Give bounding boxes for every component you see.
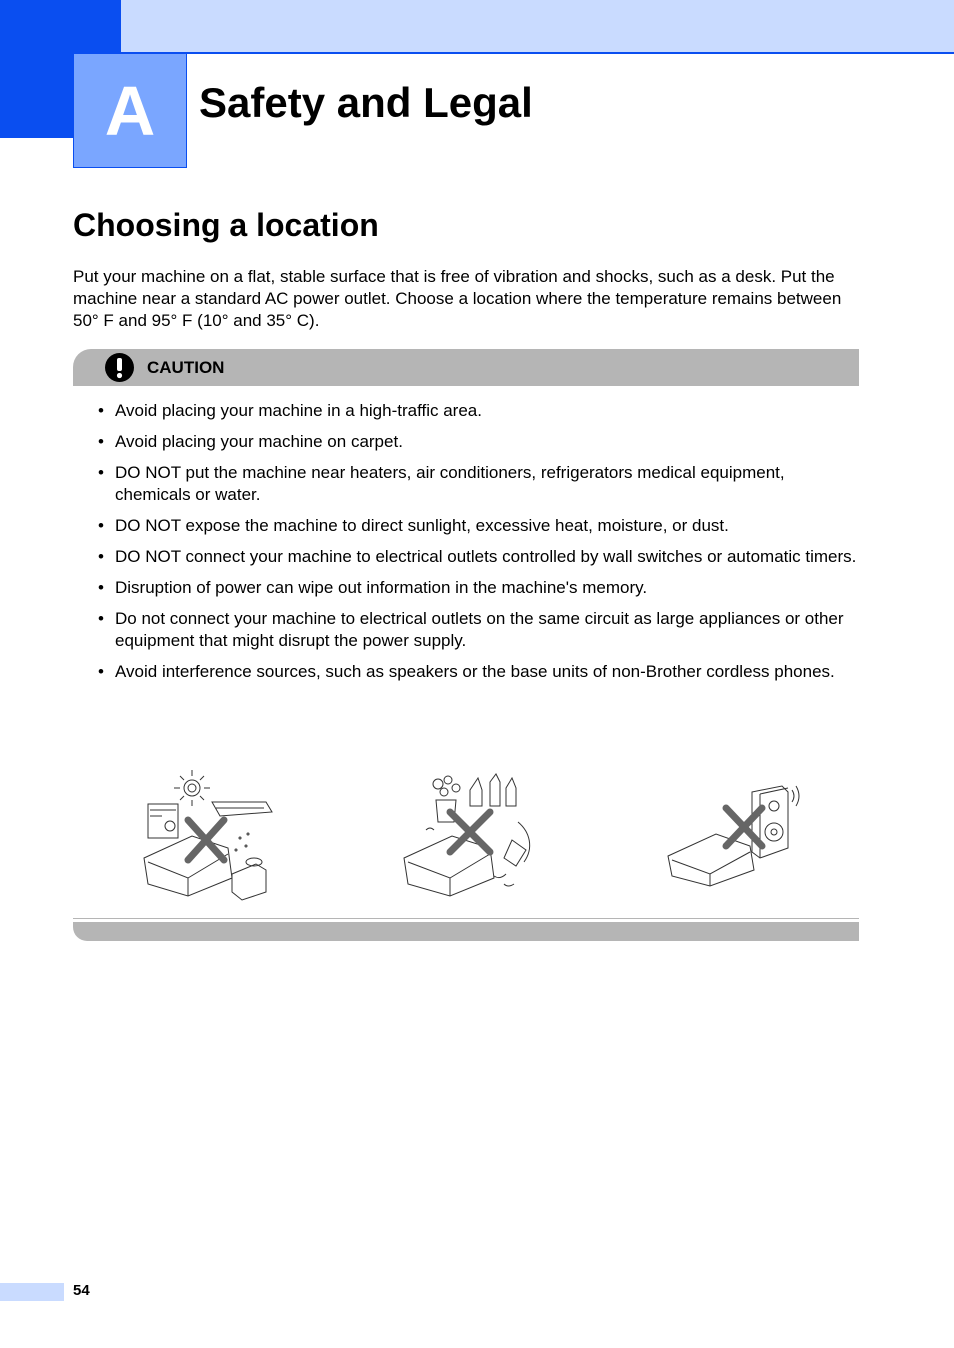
caution-footer-bar [73, 922, 859, 941]
list-item: • DO NOT put the machine near heaters, air conditioners, refrigerators medical equipment, chemicals or water. [98, 462, 860, 506]
section-title: Choosing a location [73, 207, 379, 243]
list-item: • Avoid placing your machine in a high-traffic area. [98, 400, 860, 422]
list-item: • Avoid interference sources, such as speakers or the base units of non-Brother cordless phones. [98, 661, 860, 683]
caution-divider [73, 918, 859, 919]
printer-near-heat-sources-illustration [136, 766, 276, 902]
list-item: • Do not connect your machine to electrical outlets on the same circuit as large appliances or other equipment that might disrupt the power supply. [98, 608, 860, 652]
printer-near-water-chemicals-illustration [398, 766, 538, 902]
header-band [121, 0, 954, 54]
page-number: 54 [73, 1282, 90, 1299]
chapter-badge [73, 53, 187, 168]
list-item: • DO NOT connect your machine to electrical outlets controlled by wall switches or automatic timers. [98, 546, 860, 568]
caution-list [98, 400, 860, 692]
printer-near-speaker-illustration [664, 766, 804, 902]
chapter-letter: A [104, 71, 156, 150]
list-item: • DO NOT expose the machine to direct sunlight, excessive heat, moisture, or dust. [98, 515, 860, 537]
list-item: • Disruption of power can wipe out information in the machine's memory. [98, 577, 860, 599]
footer-accent-tab [0, 1283, 64, 1301]
list-item: • Avoid placing your machine on carpet. [98, 431, 860, 453]
exclamation-icon [105, 353, 134, 382]
chapter-title: Safety and Legal [199, 79, 533, 126]
caution-label: CAUTION [147, 357, 225, 377]
intro-paragraph: Put your machine on a flat, stable surface that is free of vibration and shocks, such as a desk. Put the machine near a standard AC power outlet. Choose a location where the temperature remains between 50° F and 95° F (10° and 35° C). [73, 267, 842, 330]
caution-header [73, 349, 859, 386]
